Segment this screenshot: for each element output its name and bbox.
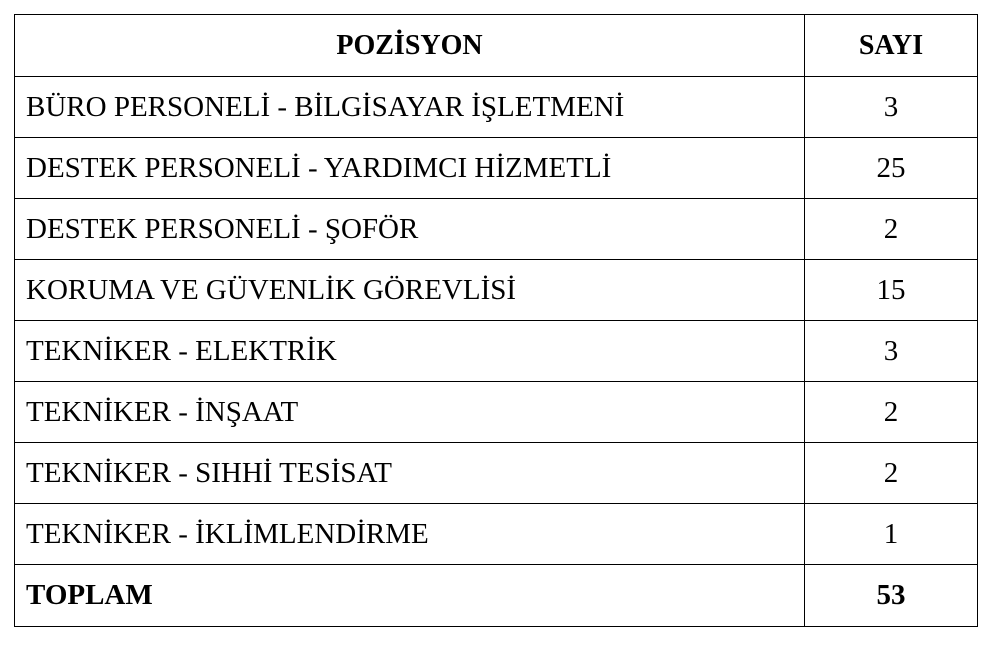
count-cell: 25: [805, 138, 978, 199]
total-count: 53: [805, 565, 978, 627]
header-position: POZİSYON: [15, 15, 805, 77]
table-row: [15, 382, 978, 443]
table-row: [15, 138, 978, 199]
table-row: [15, 321, 978, 382]
table-row: [15, 260, 978, 321]
count-cell: 1: [805, 504, 978, 565]
position-cell: DESTEK PERSONELİ - YARDIMCI HİZMETLİ: [15, 138, 805, 199]
count-cell: 2: [805, 443, 978, 504]
position-cell: TEKNİKER - İNŞAAT: [15, 382, 805, 443]
table-header-row: [15, 15, 978, 77]
count-cell: 3: [805, 321, 978, 382]
count-cell: 2: [805, 382, 978, 443]
table-row: [15, 199, 978, 260]
count-cell: 15: [805, 260, 978, 321]
table-row: [15, 504, 978, 565]
position-cell: TEKNİKER - ELEKTRİK: [15, 321, 805, 382]
count-cell: 2: [805, 199, 978, 260]
count-cell: 3: [805, 77, 978, 138]
position-cell: DESTEK PERSONELİ - ŞOFÖR: [15, 199, 805, 260]
table-row: [15, 443, 978, 504]
header-count: SAYI: [805, 15, 978, 77]
position-cell: BÜRO PERSONELİ - BİLGİSAYAR İŞLETMENİ: [15, 77, 805, 138]
total-label: TOPLAM: [15, 565, 805, 627]
positions-table: [14, 14, 978, 627]
position-cell: KORUMA VE GÜVENLİK GÖREVLİSİ: [15, 260, 805, 321]
total-row: [15, 565, 978, 627]
table-row: [15, 77, 978, 138]
position-cell: TEKNİKER - İKLİMLENDİRME: [15, 504, 805, 565]
position-cell: TEKNİKER - SIHHİ TESİSAT: [15, 443, 805, 504]
